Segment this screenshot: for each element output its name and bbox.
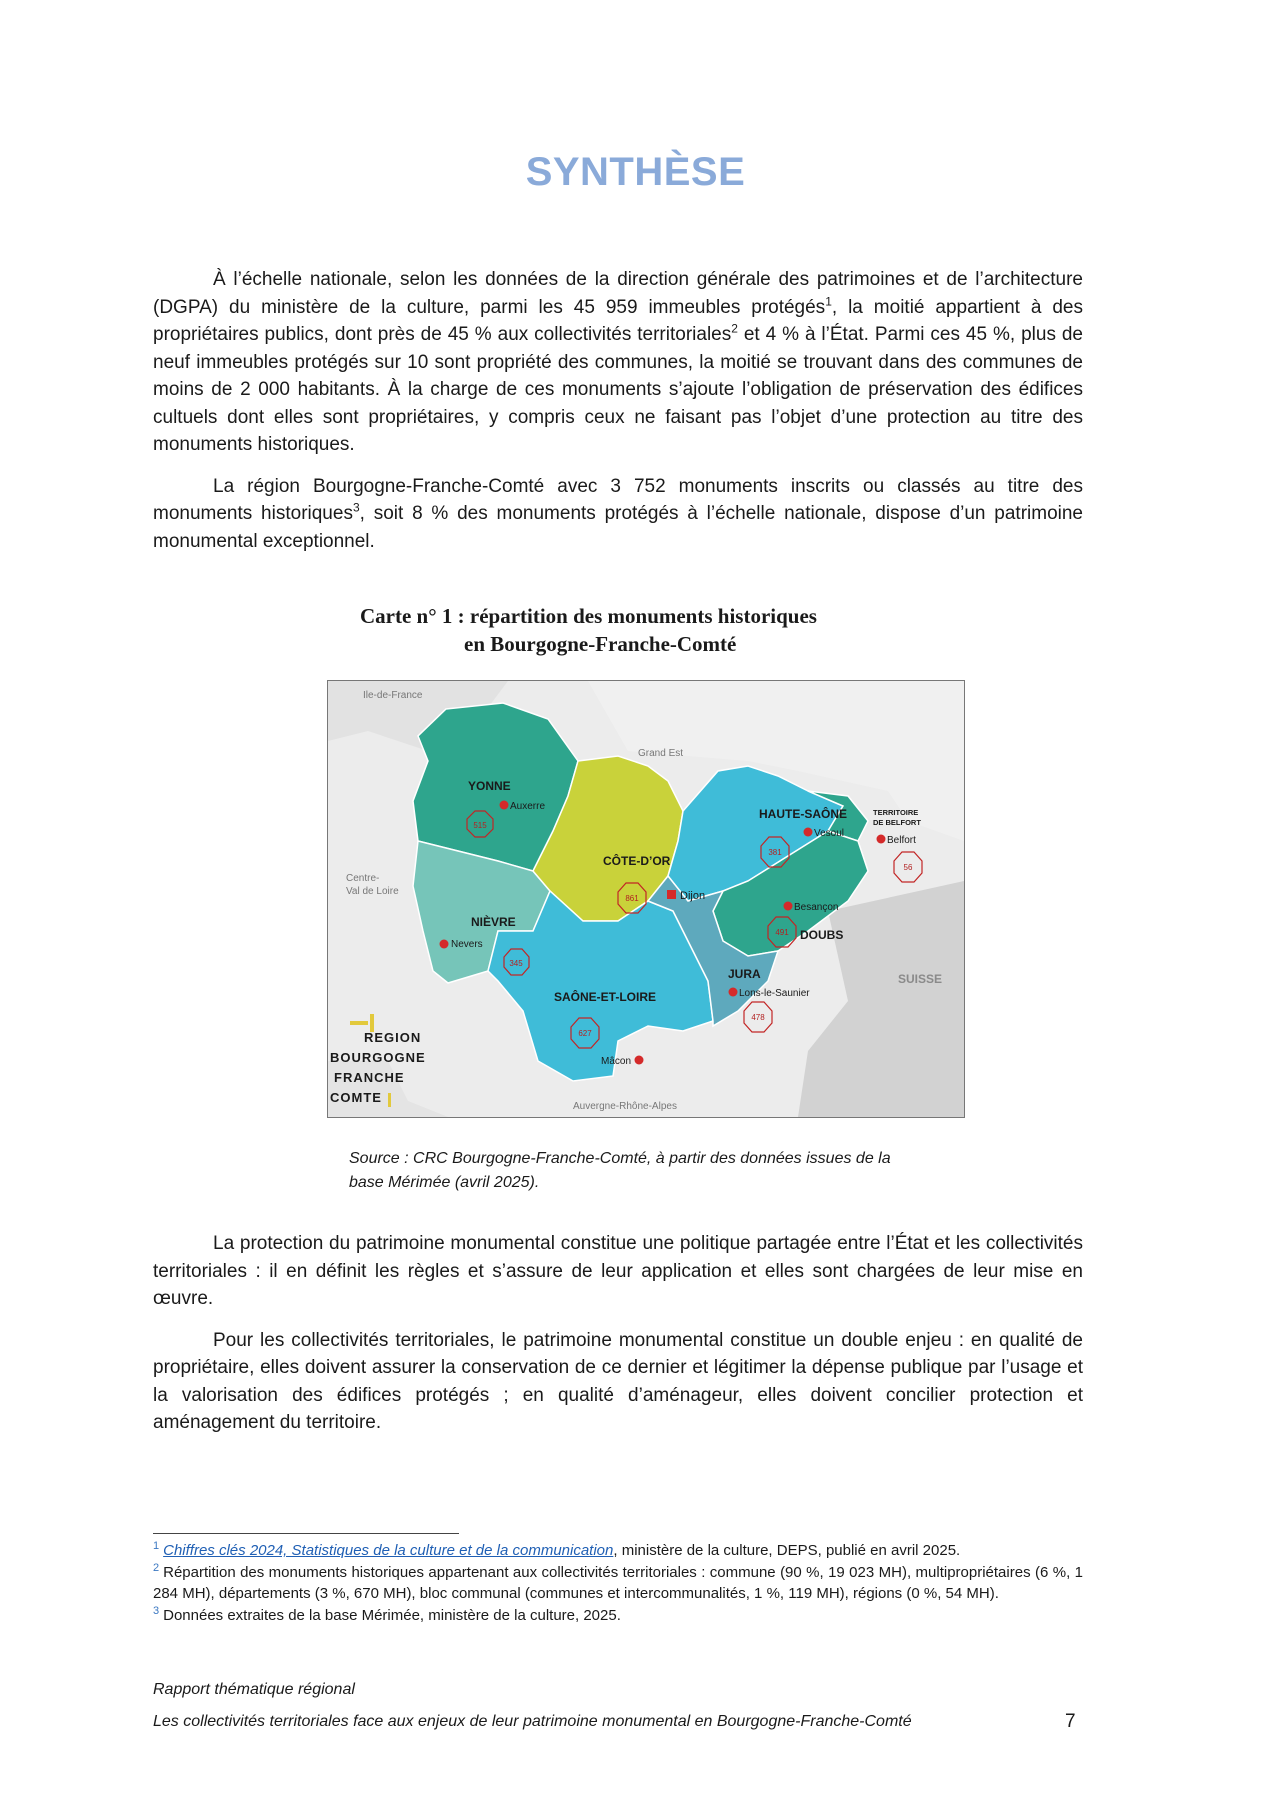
city-marker-auxerre (500, 801, 509, 810)
city-marker-macon (635, 1056, 644, 1065)
intro-p2-text-a: La région Bourgogne-Franche-Comté avec 3 752 monuments inscrits ou classés au titre des monuments historiques (153, 475, 1083, 524)
count-belfort: 56 (903, 863, 913, 872)
map-source-line-1: Source : CRC Bourgogne-Franche-Comté, à partir des données issues de la (349, 1150, 891, 1167)
label-centre-1: Centre- (346, 873, 380, 884)
count-haute-saone: 381 (768, 848, 782, 857)
city-auxerre-label: Auxerre (510, 801, 546, 812)
footnote-1 (153, 1540, 1083, 1562)
footnote-3 (153, 1605, 1083, 1627)
map-title-line-2: en Bourgogne-Franche-Comté (464, 632, 737, 656)
label-centre-2: Val de Loire (346, 886, 399, 897)
logo-accent-bar (350, 1021, 368, 1025)
dept-doubs-name: DOUBS (800, 928, 844, 942)
city-belfort-label: Belfort (887, 835, 916, 846)
count-doubs: 491 (775, 928, 789, 937)
city-marker-besancon (784, 902, 793, 911)
footnotes (153, 1540, 1083, 1626)
map-title-line-1: Carte n° 1 : répartition des monuments historiques (360, 604, 817, 628)
intro-paragraph-1 (153, 266, 1083, 459)
logo-line-4: COMTE (330, 1090, 382, 1105)
count-cote-dor: 861 (625, 894, 639, 903)
dept-belfort-name-1: TERRITOIRE (873, 808, 919, 817)
city-marker-dijon (667, 890, 676, 899)
dept-jura-name: JURA (728, 967, 761, 981)
intro-section (153, 266, 1083, 569)
dept-nievre-name: NIÈVRE (471, 915, 516, 929)
count-yonne: 515 (473, 821, 487, 830)
footnote-ref-1[interactable]: 1 (825, 294, 832, 309)
footnote-3-text: Données extraites de la base Mérimée, ministère de la culture, 2025. (163, 1606, 621, 1624)
city-dijon-label: Dijon (680, 890, 706, 902)
region-map (327, 680, 965, 1118)
footer-report-type: Rapport thématique régional (153, 1681, 355, 1698)
region-map-svg (328, 681, 964, 1117)
footnote-1-text: , ministère de la culture, DEPS, publié en avril 2025. (613, 1542, 961, 1559)
logo-line-3: FRANCHE (334, 1070, 405, 1085)
footnote-2 (153, 1562, 1083, 1605)
map-source (349, 1147, 949, 1195)
footer-report-title: Les collectivités territoriales face aux enjeux de leur patrimoine monumental en Bourgogne-Franche-Comté (153, 1713, 912, 1730)
outro-section (153, 1230, 1083, 1451)
outro-paragraph-2: Pour les collectivités territoriales, le patrimoine monumental constitue un double enjeu : en qualité de propriétaire, elles doivent assurer la conservation de ce dernier et légitimer la dépense publique par l’usage et la valorisation des édifices protégés ; en qualité d’aménageur, elles doivent concilier protection et aménagement du territoire. (153, 1329, 1083, 1433)
footnote-3-number: 3 (153, 1604, 160, 1617)
footnote-ref-2[interactable]: 2 (731, 321, 738, 336)
intro-p2-text-b: , soit 8 % des monuments protégés à l’échelle nationale, dispose d’un patrimoine monumental exceptionnel. (153, 503, 1083, 552)
dept-yonne-name: YONNE (468, 779, 511, 793)
footnote-divider (153, 1533, 459, 1534)
footnote-2-number: 2 (153, 1561, 160, 1574)
label-suisse: SUISSE (898, 972, 943, 986)
city-besancon-label: Besançon (794, 902, 839, 913)
intro-p1-text-a: À l’échelle nationale, selon les données de la direction générale des patrimoines et de l’architecture (DGPA) du ministère de la culture, parmi les 45 959 immeubles protégés (153, 269, 1083, 318)
dept-haute-saone-name: HAUTE-SAÔNE (759, 807, 848, 821)
city-marker-lons (729, 988, 738, 997)
intro-p1-text-c: et 4 % à l’État. Parmi ces 45 %, plus de neuf immeubles protégés sur 10 sont propriété des communes, la moitié se trouvant dans des communes de moins de 2 000 habitants. À la charge de ces monuments s’ajoute l’obligation de préservation des édifices cultuels dont elles sont propriétaires, y compris ceux ne faisant pas l’objet d’une protection au titre des monuments historiques. (153, 324, 1083, 455)
city-vesoul-label: Vesoul (814, 828, 845, 839)
dept-belfort-name-2: DE BELFORT (873, 818, 921, 827)
label-ile-de-france: Ile-de-France (363, 690, 423, 701)
page-title: SYNTHÈSE (525, 150, 746, 194)
footnote-1-number: 1 (153, 1540, 160, 1552)
count-saone-et-loire: 627 (578, 1029, 592, 1038)
dept-saone-et-loire-name: SAÔNE-ET-LOIRE (554, 990, 657, 1004)
city-marker-nevers (440, 940, 449, 949)
intro-p1-text-b: , la moitié appartient à des propriétaires publics, dont près de 45 % aux collectivités territoriales (153, 296, 1083, 345)
footnote-ref-3[interactable]: 3 (352, 500, 360, 515)
city-nevers-label: Nevers (451, 939, 483, 950)
footnote-1-link[interactable]: Chiffres clés 2024, Statistiques de la culture et de la communication (163, 1542, 614, 1559)
city-macon-label: Mâcon (601, 1056, 632, 1067)
logo-line-1: REGION (364, 1030, 422, 1045)
footnote-2-text: Répartition des monuments historiques appartenant aux collectivités territoriales : commune (90 %, 19 023 MH), multipropriétaires (6 %, 1 284 MH), départements (3 %, 670 MH), bloc communal (communes et intercommunalités, 1 %, 119 MH), régions (0 %, 54 MH). (153, 1563, 1083, 1602)
count-jura: 478 (751, 1013, 765, 1022)
logo-line-2: BOURGOGNE (330, 1050, 426, 1065)
city-marker-belfort (877, 835, 886, 844)
label-auvergne: Auvergne-Rhône-Alpes (573, 1101, 677, 1112)
map-title (330, 602, 950, 658)
label-grand-est: Grand Est (638, 748, 684, 759)
city-lons-label: Lons-le-Saunier (739, 988, 810, 999)
count-nievre: 345 (509, 959, 523, 968)
map-source-line-2: base Mérimée (avril 2025). (349, 1174, 540, 1191)
dept-cote-dor-name: CÔTE-D’OR (603, 854, 671, 868)
page-number: 7 (1065, 1711, 1076, 1732)
city-marker-vesoul (804, 828, 813, 837)
logo-accent-small (388, 1093, 391, 1107)
intro-paragraph-2 (153, 473, 1083, 556)
outro-paragraph-1: La protection du patrimoine monumental constitue une politique partagée entre l’État et les collectivités territoriales : il en définit les règles et s’assure de leur application et elles sont chargées de leur mise en œuvre. (153, 1233, 1083, 1309)
